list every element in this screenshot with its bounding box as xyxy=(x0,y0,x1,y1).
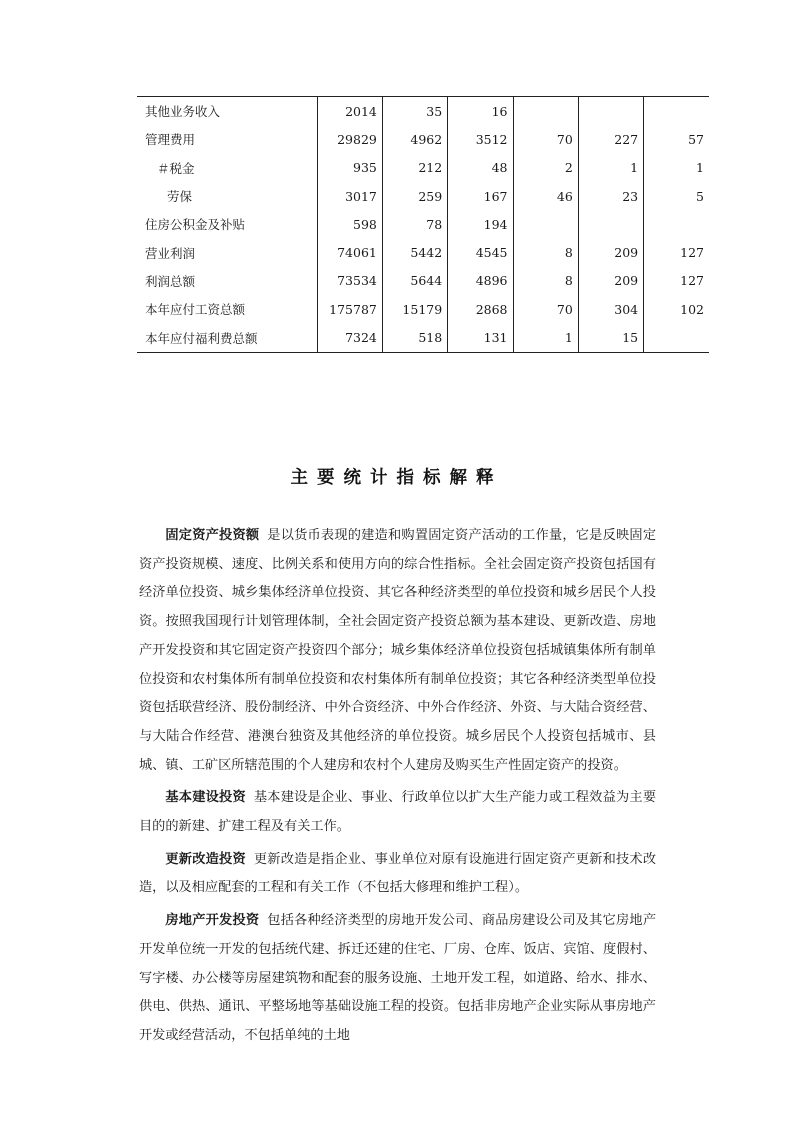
table-cell: 8 xyxy=(513,267,578,295)
table-cell: 935 xyxy=(317,154,382,182)
table-cell: 212 xyxy=(382,154,447,182)
indicator-explanations xyxy=(139,522,656,1055)
table-cell: 29829 xyxy=(317,125,382,153)
table-cell: 1 xyxy=(578,154,643,182)
table-cell: 7324 xyxy=(317,323,382,352)
row-label: 劳保 xyxy=(167,189,193,205)
table-cell: 48 xyxy=(448,154,513,182)
table-cell: 209 xyxy=(578,267,643,295)
table-cell xyxy=(513,97,578,126)
table-cell: 57 xyxy=(644,125,709,153)
table-row xyxy=(137,97,709,126)
row-label: 本年应付工资总额 xyxy=(145,302,246,318)
table-cell: 2 xyxy=(513,154,578,182)
table-cell: 3512 xyxy=(448,125,513,153)
table-cell: 2868 xyxy=(448,295,513,323)
section-title: 主要统计指标解释 xyxy=(290,468,503,488)
table-cell: 78 xyxy=(382,210,447,238)
table-cell: 23 xyxy=(578,182,643,210)
term-definition: 更新改造是指企业、事业单位对原有设施进行固定资产更新和技术改造，以及相应配套的工程和有关工作（不包括大修理和维护工程）。 xyxy=(139,851,657,896)
table-cell: 131 xyxy=(448,323,513,352)
term-heading: 房地产开发投资 xyxy=(165,913,260,929)
term-definition: 是以货币表现的建造和购置固定资产活动的工作量，它是反映固定资产投资规模、速度、比例关系和使用方向的综合性指标。全社会固定资产投资包括国有经济单位投资、城乡集体经济单位投资、其它各种经济类型的单位投资和城乡居民个人投资。按照我国现行计划管理体制，全社会固定资产投资总额为基本建设、更新改造、房地产开发投资和其它固定资产投资四个部分；城乡集体经济单位投资包括城镇集体所有制单位投资和农村集体所有制单位投资和农村集体所有制单位投资；其它各种经济类型单位投资包括联营经济、股份制经济、中外合资经济、中外合作经济、外资、与大陆合资经营、与大陆合作经营、港澳台独资及其他经济的单位投资。城乡居民个人投资包括城市、县城、镇、工矿区所辖范围的个人建房和农村个人建房及购买生产性固定资产的投资。 xyxy=(139,528,657,773)
table-cell xyxy=(644,210,709,238)
table-cell: 4962 xyxy=(382,125,447,153)
table-cell: 70 xyxy=(513,295,578,323)
table-cell: 73534 xyxy=(317,267,382,295)
table-cell xyxy=(578,97,643,126)
table-cell: 127 xyxy=(644,267,709,295)
table-cell xyxy=(513,210,578,238)
row-label: 住房公积金及补贴 xyxy=(145,217,246,233)
table-cell: 227 xyxy=(578,125,643,153)
table-cell: 5442 xyxy=(382,238,447,266)
table-cell: 1 xyxy=(513,323,578,352)
table-cell: 3017 xyxy=(317,182,382,210)
table-row xyxy=(137,238,709,266)
explanation-paragraph xyxy=(139,522,656,780)
table-cell: 304 xyxy=(578,295,643,323)
term-heading: 基本建设投资 xyxy=(165,790,246,806)
term-definition: 包括各种经济类型的房地开发公司、商品房建设公司及其它房地产开发单位统一开发的包括统代建、拆迁还建的住宅、厂房、仓库、饭店、宾馆、度假村、写字楼、办公楼等房屋建筑物和配套的服务设施、土地开发工程，如道路、给水、排水、供电、供热、通讯、平整场地等基础设施工程的投资。包括非房地产企业实际从事房地产开发或经营活动，不包括单纯的土地 xyxy=(139,913,657,1043)
table-cell: 175787 xyxy=(317,295,382,323)
table-body xyxy=(137,97,709,353)
statistics-table xyxy=(137,96,709,353)
table-cell: 259 xyxy=(382,182,447,210)
explanation-paragraph xyxy=(139,846,656,903)
table-cell: 598 xyxy=(317,210,382,238)
table-cell: 194 xyxy=(448,210,513,238)
row-label: 其他业务收入 xyxy=(145,104,221,120)
table-cell: 167 xyxy=(448,182,513,210)
table-cell: 5644 xyxy=(382,267,447,295)
table-row xyxy=(137,154,709,182)
table-cell: 74061 xyxy=(317,238,382,266)
term-heading: 更新改造投资 xyxy=(165,851,246,867)
term-definition: 基本建设是企业、事业、行政单位以扩大生产能力或工程效益为主要目的的新建、扩建工程及有关工作。 xyxy=(139,790,657,835)
table-cell: 1 xyxy=(644,154,709,182)
table-cell: 4545 xyxy=(448,238,513,266)
term-heading: 固定资产投资额 xyxy=(165,528,260,543)
table-cell: 8 xyxy=(513,238,578,266)
table-cell: 2014 xyxy=(317,97,382,126)
table-cell: 127 xyxy=(644,238,709,266)
table-row xyxy=(137,267,709,295)
row-label: 本年应付福利费总额 xyxy=(145,330,258,346)
table-cell: 15179 xyxy=(382,295,447,323)
row-label: 营业利润 xyxy=(145,245,196,261)
table-cell xyxy=(578,210,643,238)
table-row xyxy=(137,182,709,210)
table-cell: 16 xyxy=(448,97,513,126)
table-row xyxy=(137,125,709,153)
table-cell: 209 xyxy=(578,238,643,266)
explanation-paragraph xyxy=(139,784,656,841)
table-cell: 15 xyxy=(578,323,643,352)
table-cell: 518 xyxy=(382,323,447,352)
table-cell: 70 xyxy=(513,125,578,153)
table-row xyxy=(137,323,709,352)
table-cell xyxy=(644,323,709,352)
table-cell: 5 xyxy=(644,182,709,210)
table-cell xyxy=(644,97,709,126)
row-label: ＃税金 xyxy=(157,160,195,176)
table-row xyxy=(137,295,709,323)
table-cell: 102 xyxy=(644,295,709,323)
explanation-paragraph xyxy=(139,907,656,1051)
row-label: 利润总额 xyxy=(145,273,196,289)
table-cell: 46 xyxy=(513,182,578,210)
table-row xyxy=(137,210,709,238)
row-label: 管理费用 xyxy=(145,132,196,148)
table-cell: 4896 xyxy=(448,267,513,295)
table-cell: 35 xyxy=(382,97,447,126)
